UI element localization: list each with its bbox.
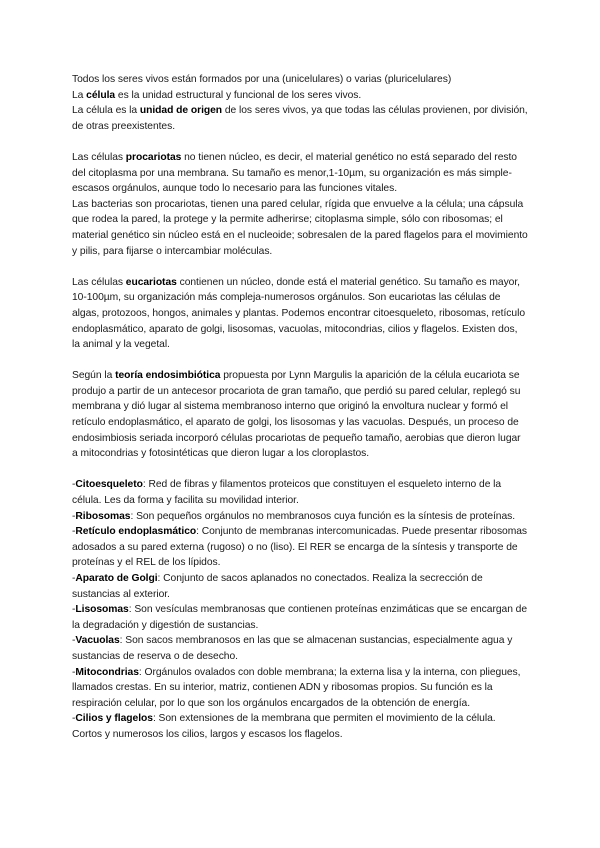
organelle-item: -Mitocondrias: Orgánulos ovalados con doble membrana; la externa lisa y la interna, con pliegues, llamados crestas. En su interior, matriz, contienen ADN y ribosomas propios. Su función es la respiración celular, por lo que son los orgánulos encargados de la obtención de energía. <box>72 666 521 709</box>
organelle-name: Ribosomas <box>75 510 131 522</box>
organelle-item: -Citoesqueleto: Red de fibras y filamentos proteicos que constituyen el esqueleto interno de la célula. Les da forma y facilita su movilidad interior. <box>72 479 502 507</box>
organelle-name: Vacuolas <box>75 635 120 647</box>
bacterias-paragraph: Las bacterias son procariotas, tienen una pared celular, rígida que envuelve a la célula; una cápsula que rodea la pared, la protege y la permite adherirse; citoplasma simple, sólo con ribosomas; el material genético sin núcleo está en el nucleoide; sobresalen de la pared flagelos para el movimiento y pilis, para fijarse o intercambiar moléculas. <box>72 198 528 257</box>
term-celula: célula <box>86 89 116 101</box>
organelle-list <box>72 477 528 742</box>
term-unidad-origen: unidad de origen <box>139 105 223 117</box>
document-page <box>72 72 528 743</box>
organelle-item: -Lisosomas: Son vesículas membranosas que contienen proteínas enzimáticas que se encargan de la degradación y digestión de sustancias. <box>72 604 528 631</box>
organelle-item: -Ribosomas: Son pequeños orgánulos no membranosos cuya función es la síntesis de proteínas. <box>72 510 516 522</box>
term-procariotas: procariotas <box>125 151 182 163</box>
term-teoria-endosimbiotica: teoría endosimbiótica <box>115 370 221 382</box>
teoria-paragraph: Según la teoría endosimbiótica propuesta por Lynn Margulis la aparición de la célula eucariota se produjo a partir de un antecesor procariota de gran tamaño, que perdió su pared celular, replegó su membrana y dió lugar al sistema membranoso interno que originó la envoltura nuclear y formó el retículo endoplasmático, el aparato de golgi, los lisosomas y las vacuolas. Después, un proceso de endosimbiosis seriada incorporó células procariotas de pequeño tamaño, aerobias que dieron lugar a mitocondrias y fotosintéticas que dieron lugar a los cloroplastos. <box>72 370 521 460</box>
organelle-name: Aparato de Golgi <box>75 573 158 584</box>
intro-line-2: La célula es la unidad estructural y funcional de los seres vivos. <box>72 89 362 101</box>
organelle-item: -Aparato de Golgi: Conjunto de sacos aplanados no conectados. Realiza la secrección de sustancias al exterior. <box>72 573 483 600</box>
organelle-name: Citoesqueleto <box>75 479 143 491</box>
organelle-item: -Vacuolas: Son sacos membranosos en las que se almacenan sustancias, especialmente agua y sustancias de reserva o de desecho. <box>72 635 513 662</box>
organelle-name: Cilios y flagelos <box>75 713 153 725</box>
eucariotas-paragraph: Las células eucariotas contienen un núcleo, donde está el material genético. Su tamaño es mayor, 10-100µm, su organización más compleja-numerosos orgánulos. Son eucariotas las células de algas, protozoos, hongos, animales y plantas. Podemos encontrar citoesqueleto, ribosomas, retículo endoplasmático, aparato de golgi, lisosomas, vacuolas, mitocondrias, cilios y flagelos. Existen dos, la animal y la vegetal. <box>72 276 525 351</box>
organelle-item: -Cilios y flagelos: Son extensiones de la membrana que permiten el movimiento de la célula. Cortos y numerosos los cilios, largos y escasos los flagelos. <box>72 713 496 740</box>
organelle-name: Mitocondrias <box>75 666 139 678</box>
organelle-item: -Retículo endoplasmático: Conjunto de membranas intercomunicadas. Puede presentar ribosomas adosados a su pared externa (rugoso) o no (liso). El RER se encarga de la síntesis y transporte de proteínas y el REL de los lípidos. <box>72 526 528 569</box>
intro-line-1: Todos los seres vivos están formados por una (unicelulares) o varias (pluricelulares) <box>72 74 452 85</box>
organelle-name: Lisosomas <box>75 604 129 616</box>
procariotas-paragraph: Las células procariotas no tienen núcleo, es decir, el material genético no está separado del resto del citoplasma por una membrana. Su tamaño es menor,1-10µm, su organización es más simple-escasos orgánulos, aunque todo lo necesario para las funciones vitales. <box>72 151 517 195</box>
organelle-name: Retículo endoplasmático <box>75 526 197 538</box>
intro-line-3: La célula es la unidad de origen de los seres vivos, ya que todas las células provienen, por división, de otras preexistentes. <box>72 105 528 132</box>
term-eucariotas: eucariotas <box>125 276 177 288</box>
